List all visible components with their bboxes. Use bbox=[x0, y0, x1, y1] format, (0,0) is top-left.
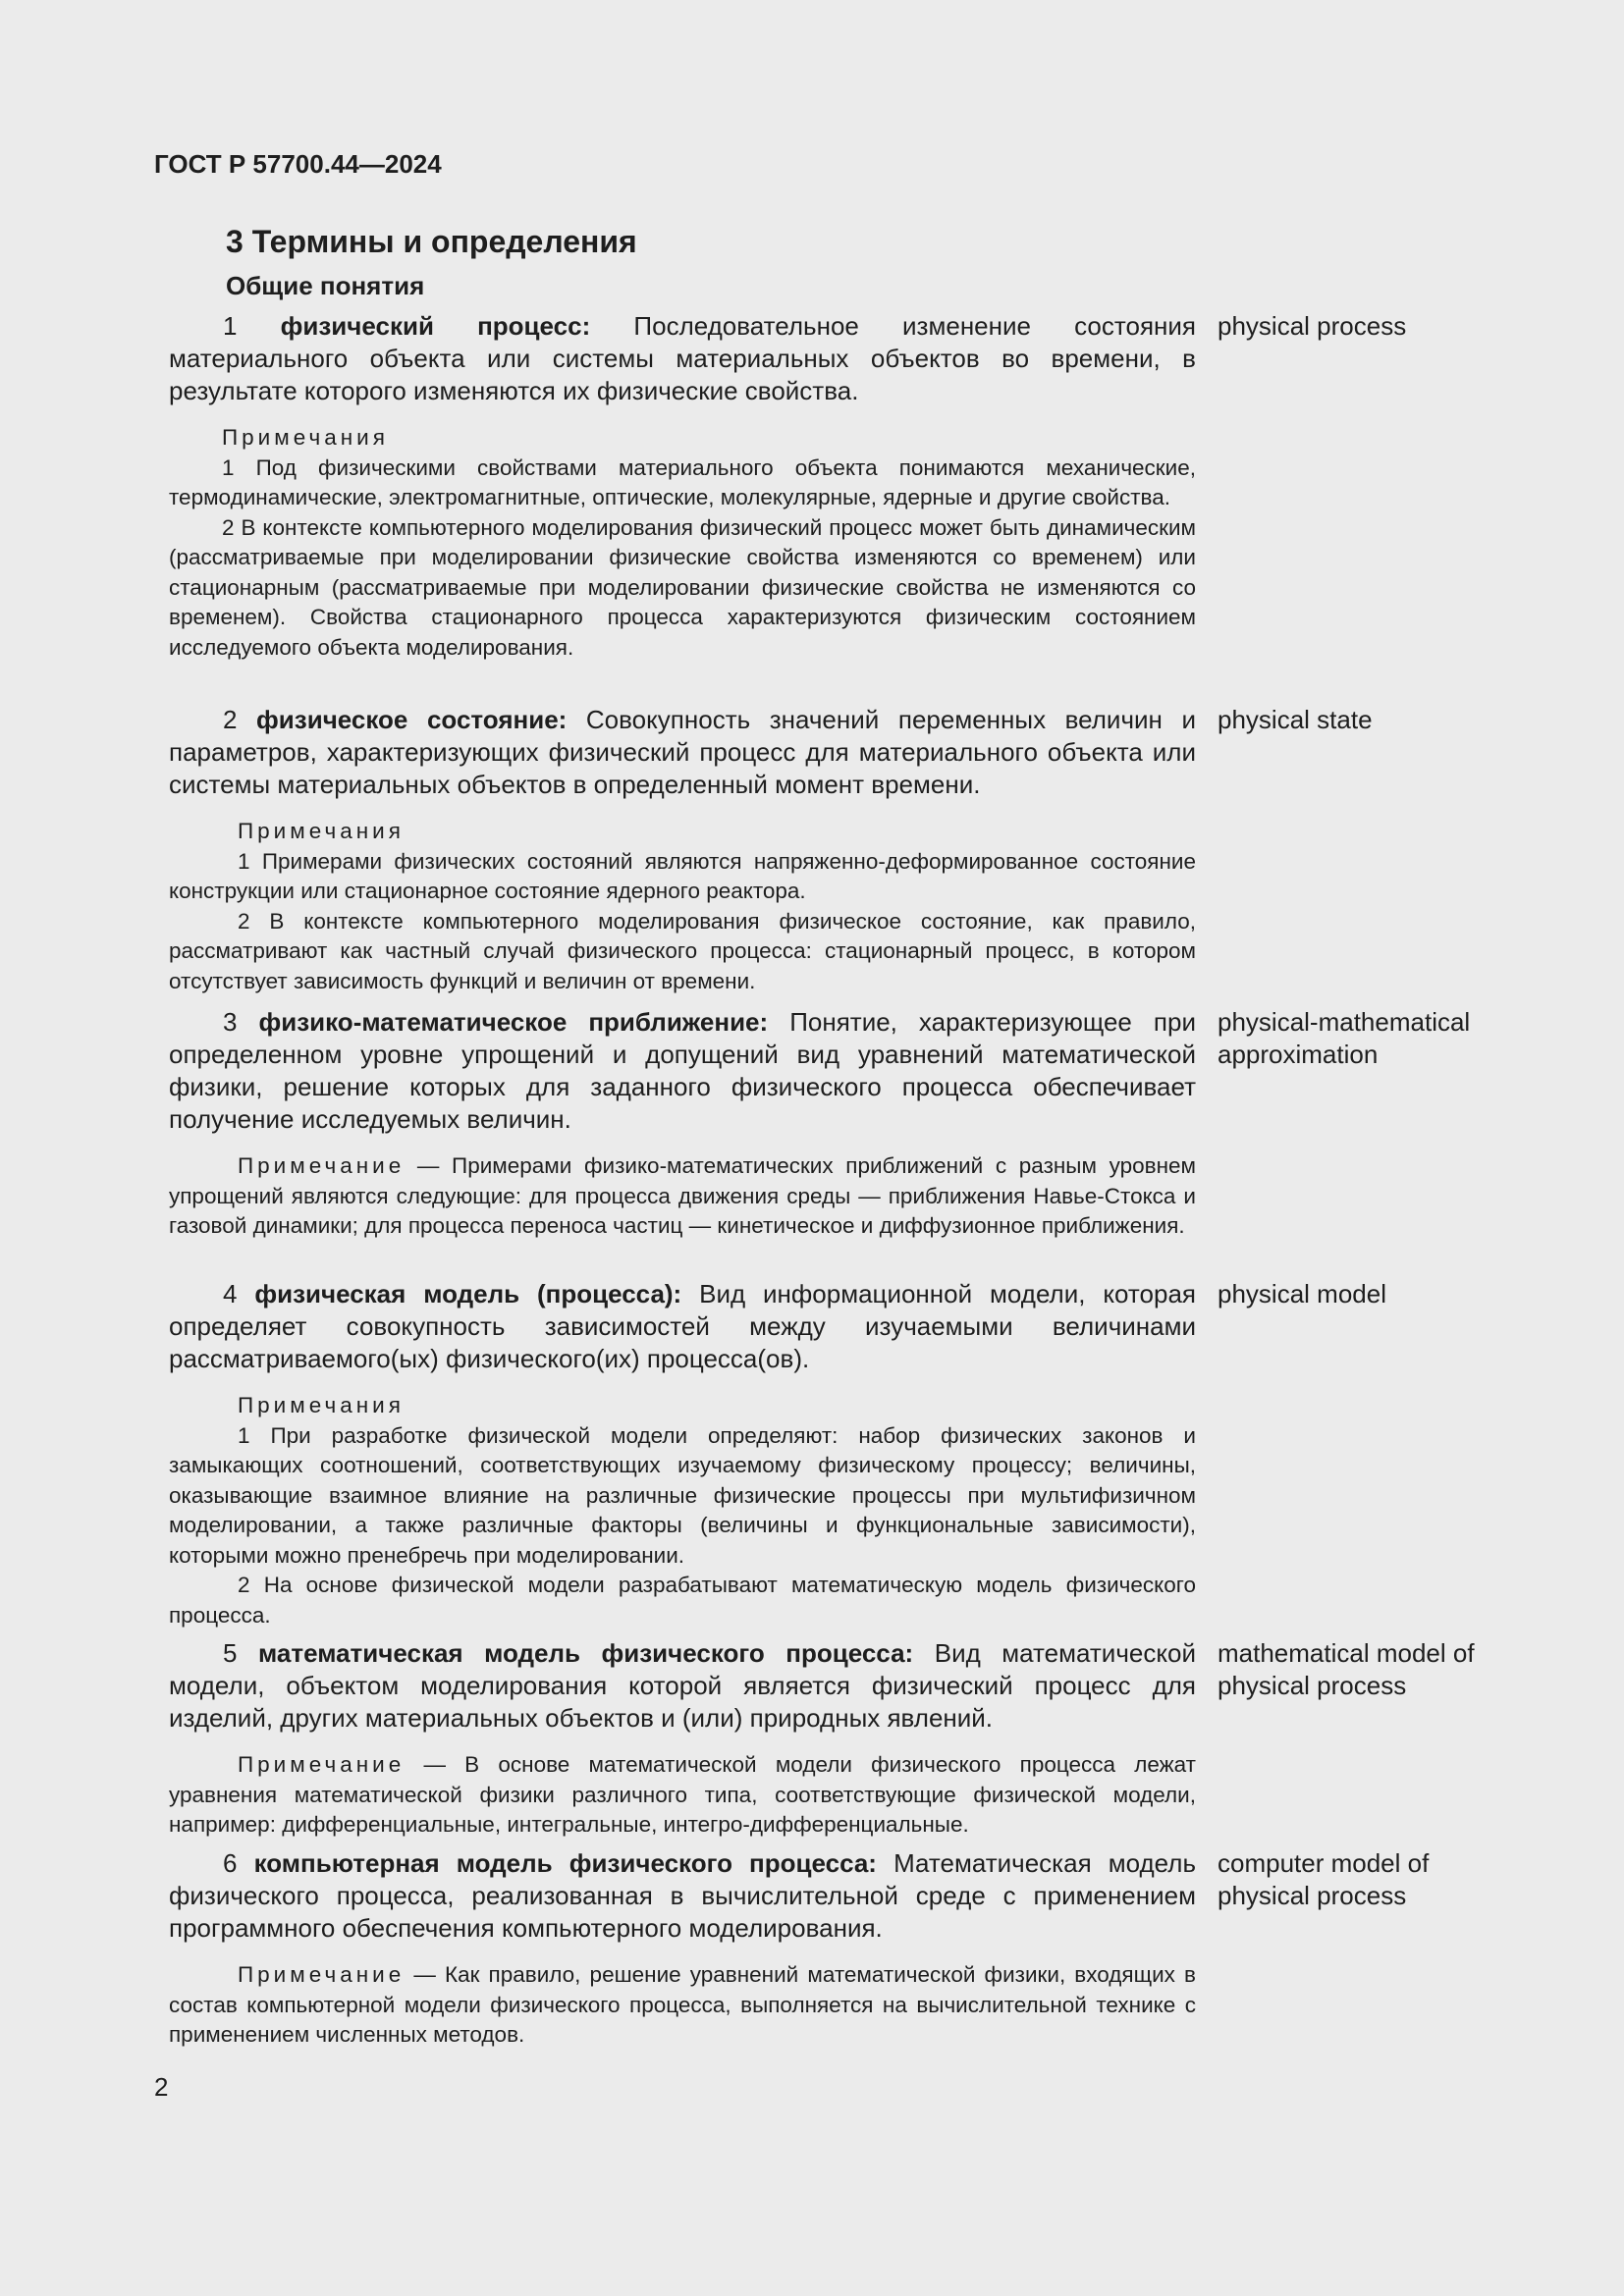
term-number: 2 bbox=[223, 705, 238, 734]
term-english-equivalent: physical model bbox=[1218, 1279, 1386, 1308]
term-name: физическая модель (процесса): bbox=[254, 1279, 682, 1308]
term-english-equivalent: physical state bbox=[1218, 705, 1373, 734]
term-number: 4 bbox=[223, 1279, 238, 1308]
term-note bbox=[169, 1960, 1196, 2051]
term-definition bbox=[169, 1278, 1196, 1375]
note-item: 1 Под физическими свойствами материального объекта понимаются механические, термодинамические, электромагнитные, оптические, молекулярные, ядерные и другие свойства. bbox=[169, 454, 1196, 509]
note-item: 2 На основе физической модели разрабатывают математическую модель физического процесса. bbox=[169, 1573, 1196, 1628]
note-item: 2 В контексте компьютерного моделирования физическое состояние, как правило, рассматривают как частный случай физического процесса: стационарный процесс, в котором отсутствует зависимость функций и величин от времени. bbox=[169, 908, 1196, 993]
term-entry-6 bbox=[169, 1847, 1475, 2051]
term-note bbox=[169, 1750, 1196, 1841]
term-name: физический процесс: bbox=[280, 311, 591, 341]
note-text: — Примерами физико-математических приближений с разным уровнем упрощений являются следующие: для процесса движения среды — приближения Навье-Стокса и газовой динамики; для процесса переноса частиц — кинетическое и диффузионное приближения. bbox=[169, 1153, 1196, 1238]
term-english-equivalent: computer model of physical process bbox=[1218, 1848, 1430, 1910]
term-definition bbox=[169, 310, 1196, 407]
term-definition bbox=[169, 1847, 1196, 1945]
term-name: физико-математическое приближение: bbox=[258, 1007, 769, 1037]
notes-header: Примечания bbox=[238, 1393, 405, 1417]
notes-header: Примечания bbox=[238, 819, 405, 843]
term-number: 6 bbox=[223, 1848, 238, 1878]
note-item: 2 В контексте компьютерного моделирования физический процесс может быть динамическим (рассматриваемые при моделировании физические свойства изменяются со временем) или стационарным (рассматриваемые при моделировании физические свойства не изменяются со временем). Свойства стационарного процесса характеризуются физическим состоянием исследуемого объекта моделирования. bbox=[169, 514, 1196, 660]
document-code: ГОСТ Р 57700.44—2024 bbox=[154, 149, 442, 179]
term-number: 5 bbox=[223, 1638, 238, 1668]
term-notes bbox=[169, 423, 1196, 663]
term-note bbox=[169, 1151, 1196, 1242]
term-definition-text: Последовательное изменение состояния материального объекта или системы материальных объектов во времени, в результате которого изменяются их физические свойства. bbox=[169, 311, 1197, 405]
note-text: — Как правило, решение уравнений математической физики, входящих в состав компьютерной модели физического процесса, выполняется на вычислительной технике с применением численных методов. bbox=[169, 1962, 1196, 2047]
note-item: 1 При разработке физической модели определяют: набор физических законов и замыкающих соотношений, соответствующих изучаемому физическому процессу; величины, оказывающие взаимное влияние на различные физические процессы при мультифизичном моделировании, а также различные факторы (величины и функциональные зависимости), которыми можно пренебречь при моделировании. bbox=[169, 1422, 1196, 1568]
note-label: Примечание bbox=[238, 1962, 406, 1987]
term-definition-text: Понятие, характеризующее при определенном уровне упрощений и допущений вид уравнений математической физики, решение которых для заданного физического процесса обеспечивает получение исследуемых величин. bbox=[169, 1007, 1196, 1134]
term-definition bbox=[169, 704, 1196, 801]
term-number: 1 bbox=[223, 311, 238, 341]
term-entry-3 bbox=[169, 1006, 1475, 1242]
term-number: 3 bbox=[223, 1007, 238, 1037]
term-entry-4 bbox=[169, 1278, 1475, 1630]
subsection-title: Общие понятия bbox=[226, 271, 425, 300]
term-english-equivalent: physical-mathematical approximation bbox=[1218, 1007, 1471, 1069]
term-name: компьютерная модель физического процесса: bbox=[253, 1848, 877, 1878]
term-definition-text: Совокупность значений переменных величин и параметров, характеризующих физический процесс для материального объекта или системы материальных объектов в определенный момент времени. bbox=[169, 705, 1196, 799]
note-text: — В основе математической модели физического процесса лежат уравнения математической физики различного типа, соответствующие физической модели, например: дифференциальные, интегральные, интегро-дифференциальные. bbox=[169, 1752, 1196, 1837]
note-label: Примечание bbox=[238, 1153, 406, 1178]
term-definition-text: Вид математической модели, объектом моделирования которой является физический процесс для изделий, других материальных объектов и (или) природных явлений. bbox=[169, 1638, 1196, 1733]
term-english-equivalent: physical process bbox=[1218, 311, 1407, 341]
term-entry-5 bbox=[169, 1637, 1475, 1841]
term-definition-text: Математическая модель физического процесса, реализованная в вычислительной среде с применением программного обеспечения компьютерного моделирования. bbox=[169, 1848, 1196, 1943]
term-definition-text: Вид информационной модели, которая определяет совокупность зависимостей между изучаемыми величинами рассматриваемого(ых) физического(их) процесса(ов). bbox=[169, 1279, 1196, 1373]
term-definition bbox=[169, 1006, 1196, 1136]
section-title: 3 Термины и определения bbox=[226, 224, 637, 259]
term-name: физическое состояние: bbox=[256, 705, 568, 734]
term-english-equivalent: mathematical model of physical process bbox=[1218, 1638, 1475, 1700]
term-notes bbox=[169, 1391, 1196, 1630]
term-entry-2 bbox=[169, 704, 1475, 996]
page-number: 2 bbox=[154, 2072, 169, 2102]
term-definition bbox=[169, 1637, 1196, 1735]
note-label: Примечание bbox=[238, 1752, 406, 1777]
note-item: 1 Примерами физических состояний являются напряженно-деформированное состояние конструкции или стационарное состояние ядерного реактора. bbox=[169, 848, 1196, 903]
term-name: математическая модель физического процесса: bbox=[258, 1638, 914, 1668]
term-notes bbox=[169, 817, 1196, 996]
term-entry-1 bbox=[169, 310, 1475, 663]
notes-header: Примечания bbox=[222, 425, 389, 450]
